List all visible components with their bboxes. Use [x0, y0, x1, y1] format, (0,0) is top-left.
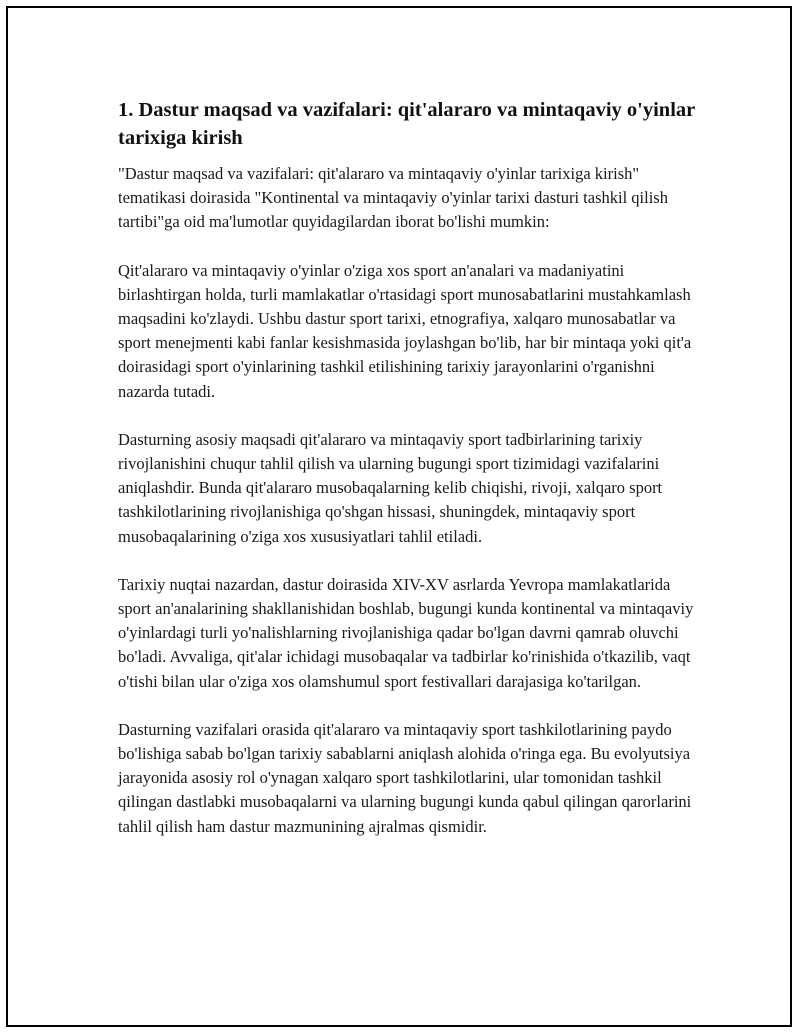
paragraph-tasks: Dasturning vazifalari orasida qit'alararo va mintaqaviy sport tashkilotlarining paydo bo'lishiga sabab bo'lgan tarixiy sabablarni aniqlash alohida o'ringa ega. Bu evolyutsiya jarayonida asosiy rol o'ynagan xalqaro sport tashkilotlarini, ular tomonidan tashkil qilingan dastlabki musobaqalarni va ularning bugungi kunda qabul qilingan qarorlarini tahlil qilish ham dastur mazmunining ajralmas qismidir. [118, 719, 692, 836]
paragraph-history: Tarixiy nuqtai nazardan, dastur doirasida XIV-XV asrlarda Yevropa mamlakatlarida sport an'analarining shakllanishidan boshlab, bugungi kunda kontinental va mintaqaviy o'yinlardagi turli yo'nalishlarning rivojlanishiga qadar bo'lgan davrni qamrab oluvchi bo'ladi. Avvaliga, qit'alar ichidagi musobaqalar va tadbirlar ko'rinishida o'tkazilib, vaqt o'tishi bilan ular o'ziga xos olamshumul sport festivallari darajasiga ko'tarilgan. [118, 574, 694, 691]
section-heading: 1. Dastur maqsad va vazifalari: qit'alararo va mintaqaviy o'yinlar tarixiga kirish [118, 99, 695, 149]
page-frame [6, 6, 792, 1027]
paragraph-intro: "Dastur maqsad va vazifalari: qit'alararo va mintaqaviy o'yinlar tarixiga kirish" tematikasi doirasida "Kontinental va mintaqaviy o'yinlar tarixi dasturi tashkil qilish tartibi"ga oid ma'lumotlar quyidagilardan iborat bo'lishi mumkin: [118, 164, 668, 232]
paragraph-overview: Qit'alararo va mintaqaviy o'yinlar o'ziga xos sport an'analari va madaniyatini birlashtirgan holda, turli mamlakatlar o'rtasidagi sport munosabatlarini mustahkamlash maqsadini ko'zlaydi. Ushbu dastur sport tarixi, etnografiya, xalqaro munosabatlar va sport menejmenti kabi fanlar kesishmasida joylashgan bo'lib, har bir mintaqa yoki qit'a doirasidagi sport o'yinlarining tashkil etilishining tarixiy jarayonlarini o'rganishni nazarda tutadi. [118, 260, 692, 401]
paragraph-main-goal: Dasturning asosiy maqsadi qit'alararo va mintaqaviy sport tadbirlarining tarixiy rivojlanishini chuqur tahlil qilish va ularning bugungi sport tizimidagi vazifalarini aniqlashdir. Bunda qit'alararo musobaqalarning kelib chiqishi, rivoji, xalqaro sport tashkilotlarining rivojlanishiga qo'shgan hissasi, shuningdek, mintaqaviy sport musobaqalarining o'ziga xos xususiyatlari tahlil etiladi. [118, 429, 663, 546]
document-body [118, 96, 698, 863]
